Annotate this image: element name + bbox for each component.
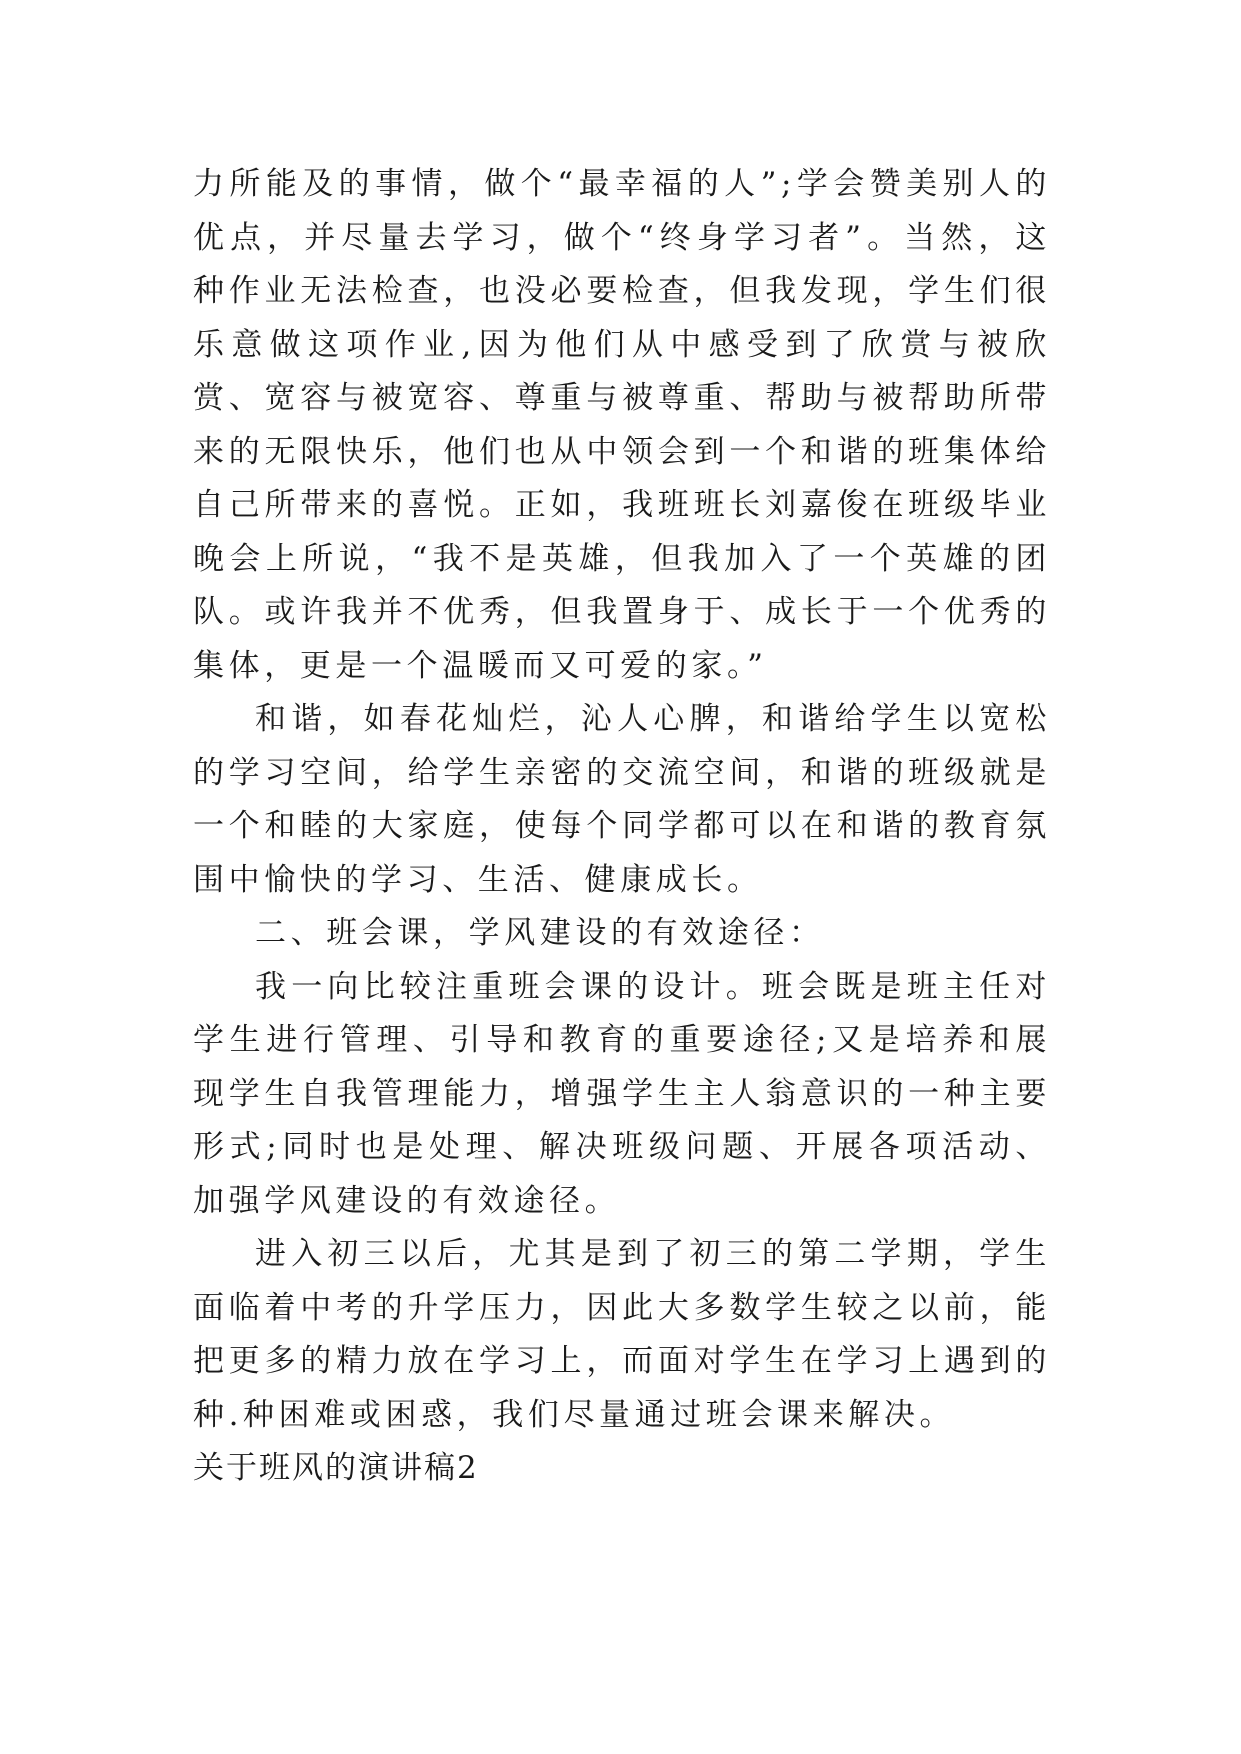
section-heading: 关于班风的演讲稿2 <box>193 1450 479 1486</box>
paragraph-5: 进入初三以后，尤其是到了初三的第二学期，学生面临着中考的升学压力，因此大多数学生较之以前，能把更多的精力放在学习上，而面对学生在学习上遇到的种.种困难或困惑，我们尽量通过班会课来解决。 <box>193 1236 1051 1433</box>
paragraph-4: 我一向比较注重班会课的设计。班会既是班主任对学生进行管理、引导和教育的重要途径;又是培养和展现学生自我管理能力，增强学生主人翁意识的一种主要形式;同时也是处理、解决班级问题、开展各项活动、加强学风建设的有效途径。 <box>193 968 1051 1219</box>
paragraph-2: 和谐，如春花灿烂，沁人心脾，和谐给学生以宽松的学习空间，给学生亲密的交流空间，和谐的班级就是一个和睦的大家庭，使每个同学都可以在和谐的教育氛围中愉快的学习、生活、健康成长。 <box>193 701 1051 898</box>
paragraph-1: 力所能及的事情，做个“最幸福的人”;学会赞美别人的优点，并尽量去学习，做个“终身学习者”。当然，这种作业无法检查，也没必要检查，但我发现，学生们很乐意做这项作业,因为他们从中感受到了欣赏与被欣赏、宽容与被宽容、尊重与被尊重、帮助与被帮助所带来的无限快乐，他们也从中领会到一个和谐的班集体给自己所带来的喜悦。正如，我班班长刘嘉俊在班级毕业晚会上所说，“我不是英雄，但我加入了一个英雄的团队。或许我并不优秀，但我置身于、成长于一个优秀的集体，更是一个温暖而又可爱的家。” <box>193 166 1051 684</box>
document-page <box>193 158 1051 1496</box>
paragraph-3-subheading: 二、班会课，学风建设的有效途径： <box>255 915 825 951</box>
